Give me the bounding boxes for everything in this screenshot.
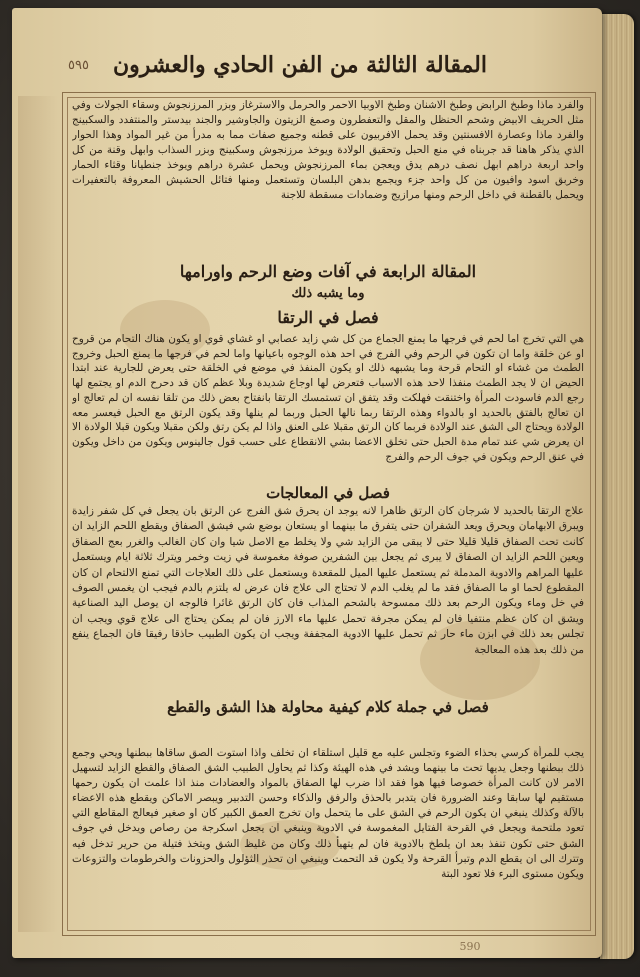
chapter1-text: هي التي تخرج اما لحم في فرجها ما يمنع الجماع من كل شي زايد عصابي او غشاي قوي او يكون هناك التحام من قروح او عن خلقة واما ان تكون في الرحم وفي الفرج في احد هذه الوجوه باعيانها واما لحم في فرجها ما يمنع الحبل وخروج الطمث من غشاء او التحام قرحة وما يشبهه ذلك او يكون المنفذ في موضع في الخلقة حتى يعرض للجارية عند ابتدا الحيض ان لا يجد الطمث منفذا لاحد هذه الاسباب فتعرض لها اوجاع شديدة وبلا عظم كان قد دحرح الدم او يجتمع لها رجع الدم فاسودت المرأة واختنقت فهلكت وقد يتفق ان تستمسك الرتقا بانفتاح بعض ذلك من تلقا نفسه ان لم تعالج او ان تعالج بالفتق بالحديد او بالدواء وهذه الرتقا ربما نالها الحبل وربما لم ينلها وقد يكون الرتق مع الحبل فيعسر معه الولادة ويحتاج الى الشق عند الولادة فربما كان الرتق مقبلا على العنق واذا لم يكن رتق ولكن مقبلا ويكون قبلا الولادة الا ان يعرض شي عند تمام مدة الحبل حتى تخلق الاعضا بشي الانقطاع على حسب قول جالينوس ويكون من داخل ويكون في عنق الرحم ويكون في جوف الرحم والفرج [72, 333, 584, 463]
chapter3-text: يجب للمرأة كرسي بحذاء الضوء وتجلس عليه مع قليل استلقاء ان تخلف واذا استوت الصق ساقاها ببطنها ويحي وجمع ذلك ببطنها وجعل يديها تحت ما بينهما ويشد في هذه الهيئة وكذا ثم يحاول الطبيب الشق الصفاق والقطع الزايد لتسهيل الامر لان كانت المرأة خصوصا فيها هوا فقد اذا ضرب لها الصفاق بالمواد والعضادات منذ اذا علمت ان يكون رحمها مستقيم لها سابقا وعند الضرورة فان يتدبر بالحذق والرفق والذكاء وحسن التدبير ويبصر الاماكن ويقطع هذه الاعضاء بالآلة وكذلك ينبغي ان يكون الرحم في الشق على ما يتحمل وان تخرج العمق الكبير كان او صغير فيعالج المقاطع التي تعود ملتحمة ويجعل في القرحة الفتايل المغموسة في الادوية وينبغي ان يجعل اسكرجة من رصاص ويدخل في جوف الشق حتى تكون تنفذ بعد ان يلطخ بالادوية فان لم يتهيأ ذلك وكان من غليظ الشق ويتخذ فتيلة من حرير تدخل فيه وتترك الى ان يقطع الدم وتبرأ القرحة ولا يكون قد التحمت وينبغي ان تحذر الثؤلول والحزونات والخرطومات والتزوعات ويكون مستوى البرء فلا تعود البتة [72, 747, 584, 880]
page-heading: المقالة الثالثة من الفن الحادي والعشرون [112, 52, 487, 78]
bottom-page-number: 590 [459, 940, 481, 953]
chapter2-title: فصل في المعالجات [266, 484, 390, 502]
chapter1-title: فصل في الرتقا [277, 308, 379, 327]
chapter3-title: فصل في جملة كلام كيفية محاولة هذا الشق والقطع [167, 698, 489, 716]
section4-subtitle: وما يشبه ذلك [291, 286, 365, 301]
section4-title: المقالة الرابعة في آفات وضع الرحم واورامها [179, 262, 477, 281]
page-edges [600, 14, 634, 959]
chapter2-text: علاج الرتقا بالحديد لا شرجان كان الرتق ظاهرا لانه يوجد ان يحرق شق الفرج عن الرتق بان يجعل في كل شفر زايدة ويبرق الابهامان ويحرق ويعد الشفران حتى يتفرق ما بينهما او يستعان بوضع شي فيشق الصفاق ويقطع اللحم الزايد ان كانت تحت الصفاق قليلا قليلا حتى لا يبقى من الزايد شي ولا يخلط مع الاصل شيا وان كان الغالب والغرر بعج الصفاق ويعين اللحم الزايد ان الصفاق لا يبرى ثم يجعل بين الشفرين صوفة مغموسة في زيت وخمر ويترك ثلاثة ايام ويستعمل عليها المراهم والادوية المدملة ثم يستعمل عليها الميل للمقعدة ويستعمل على ذلك العلاجات التي تمنع الالتحام ان كان المقطوع لحما او ما الصفاق فقد ما لم يغلب الدم لا تحتاج الى علاج فان عرض له يلتزم بالدم فيجب ان يغمس الصوف في خل وماء ويكون الرحم بعد ذلك ممسوحة بالشحم المذاب فان كان الرتق غائرا فالوجه ان يوصل اليد الصناعية ويشق ان كان عظم منتفيا فان لم يمكن مجرفة تحمل عليها ماء الارز فان لم يمكن يحتاج الى علاج قوي ويجب ان تجلس بعد ذلك في ابزن ماء حار ثم تحمل عليها الادوية المجففة ويجب ان يكون الطبيب حاذقا رفيقا فان الجماع ينفع من ذلك بعد هذه المعالجة [72, 505, 584, 656]
intro-paragraph: والفرد ماذا وطبخ الرابض وطبخ الاشنان وطبخ الاوبيا الاحمر والحرمل والاسترغاز وبزر المرزنجوش وسقاء الجولات وفي مثل الحريف الابيض وشحم الحنظل والمقل والتعفطرون وصمغ الزيتون والجاوشير والجند بيدستر والمنتفدد والسكبينج والفرد ماذا وعصارة الافسنتين وقد يحمل الافربيون على قطنه وجميع صفات مما به مدرأ من غير المواد وهذا الحوار الذي يذكر هاهنا قد جربناه في منع الحبل وتحقيق الولادة ويوخذ مرزنجوش وسكبينج وبزر السذاب وابهل وقنة من كل واحد اربعة دراهم ابهل نصف درهم يدق ويعجن بماء المرزنجوش ويحمل عشرة دراهم ويوخذ جنطيانا وقثاء الحمار وخربق اسود وافيون من كل واحد جزء ويجمع بدهن البلسان وتستعمل ومنها فتائل الحشيش المعروفة بالتعفيرات ويحمل بالقطنة في داخل الرحم ومنها مرازيج وضمادات مسقطة للاجنة [72, 99, 584, 201]
page-gutter-shadow [18, 96, 58, 932]
folio-number: ٥٩٥ [68, 58, 89, 73]
